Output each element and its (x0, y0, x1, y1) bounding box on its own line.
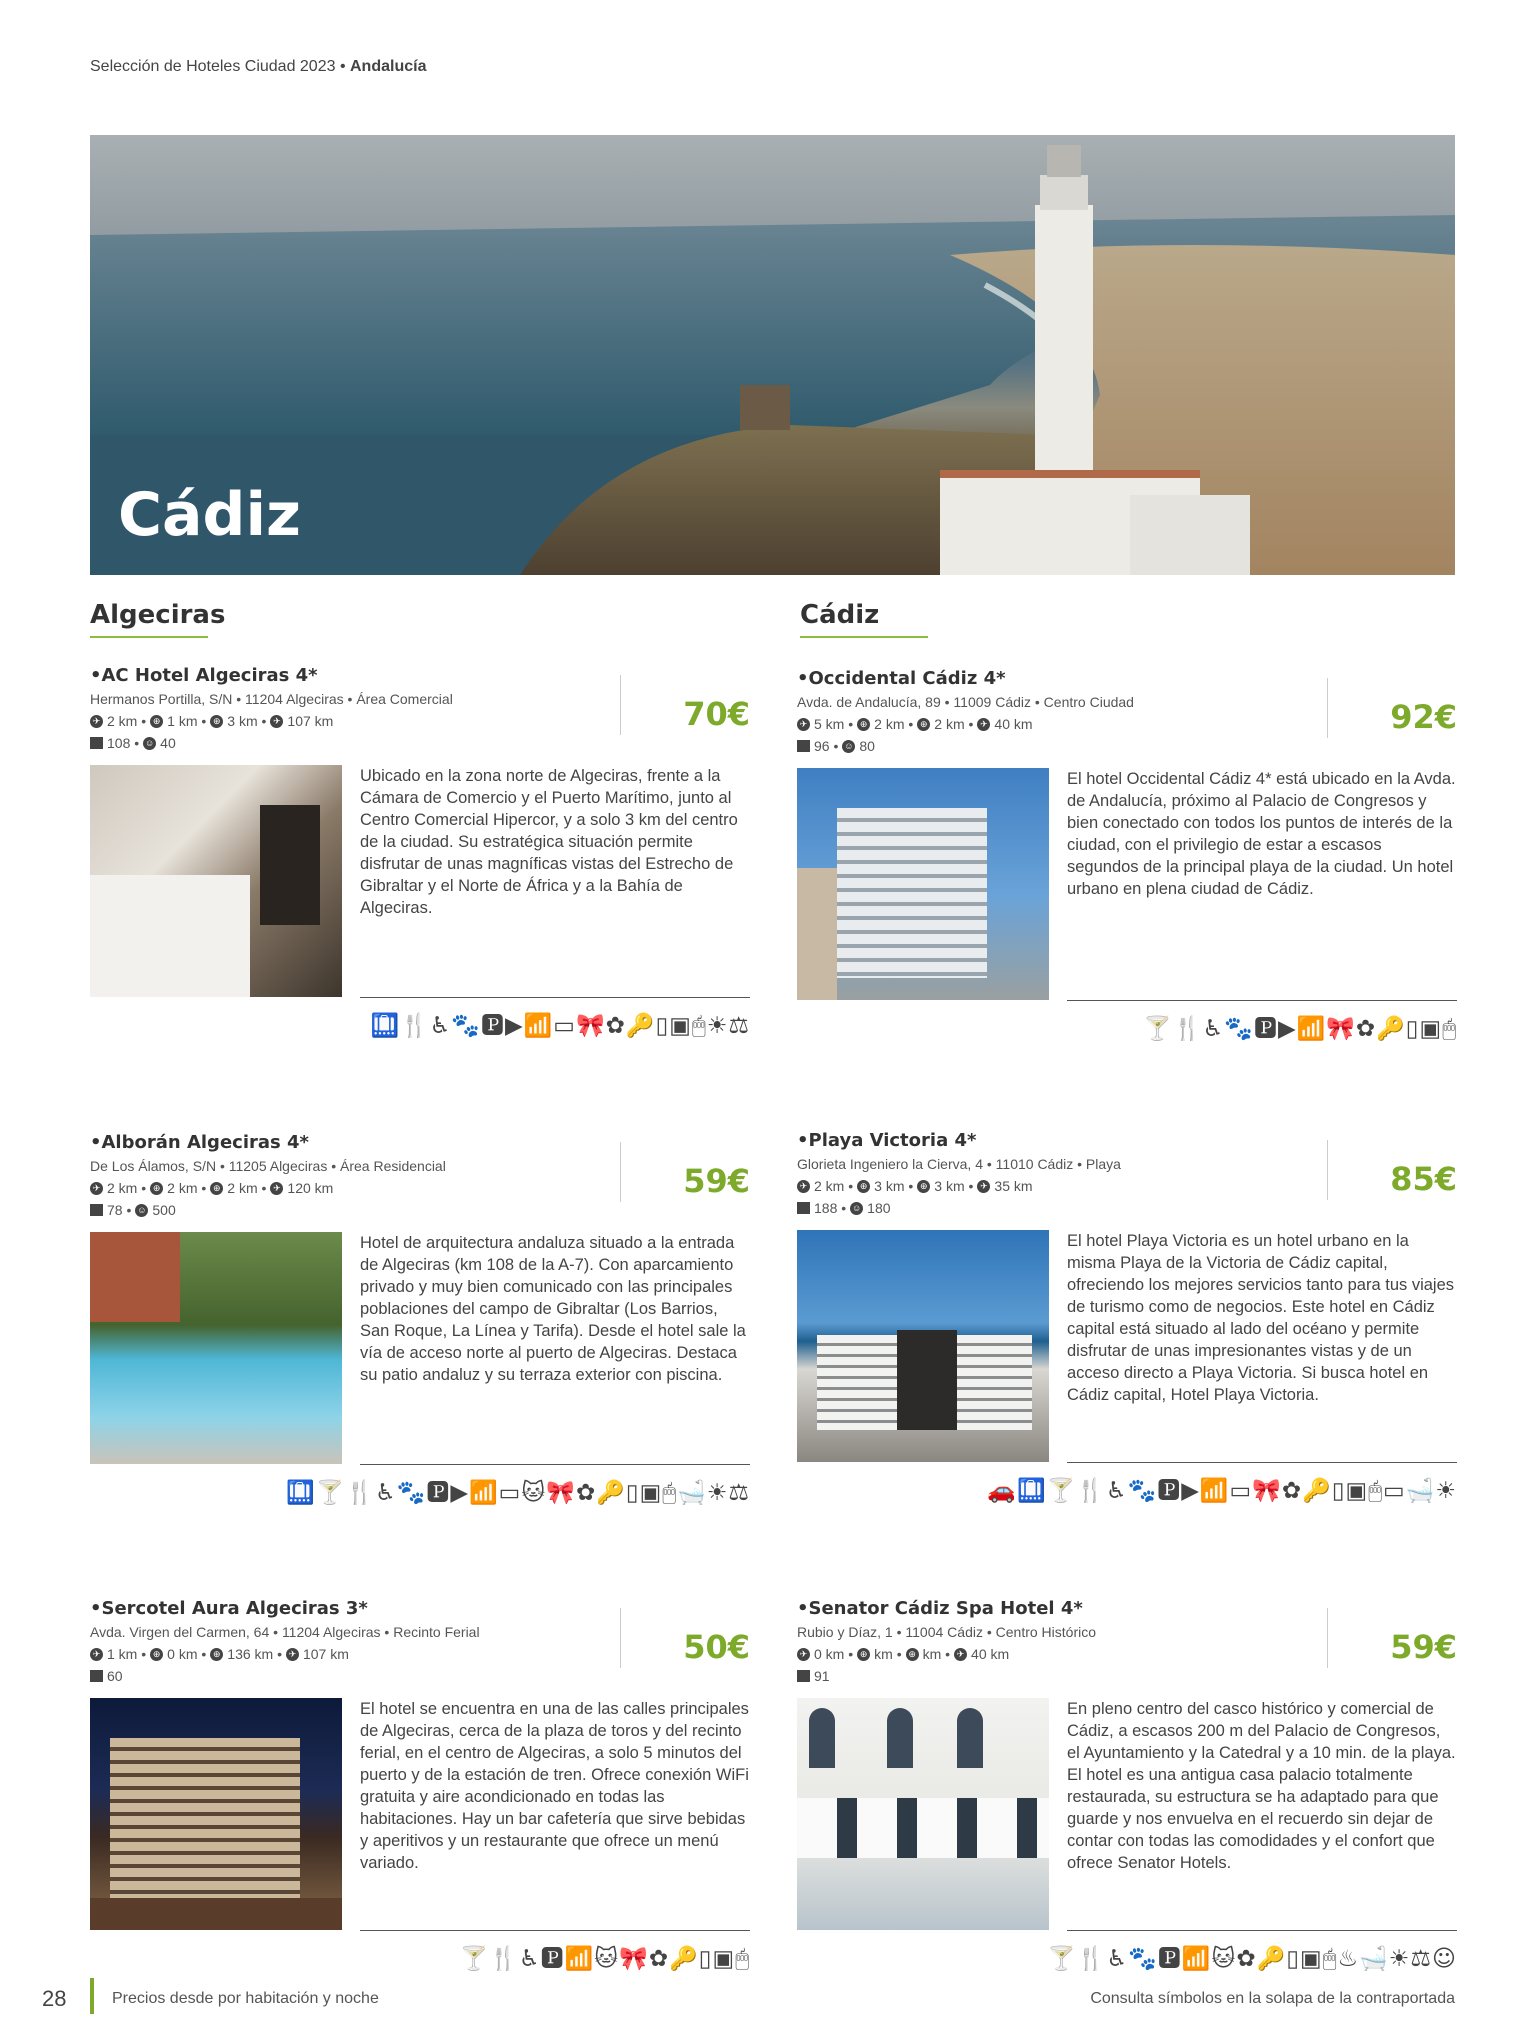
hotel-distances: ✈ 5 km • ⊕ 2 km • ⊕ 2 km • ✈ 40 km (797, 716, 1033, 732)
hotel-price: 50€ (683, 1628, 750, 1666)
capacity-icon: ☺ (852, 1202, 862, 1213)
capacity-icon: ☺ (844, 740, 854, 751)
divider (1067, 1462, 1457, 1463)
hotel-price: 59€ (1390, 1628, 1457, 1666)
airport-icon: ✈ (797, 1648, 810, 1661)
hotel-distances: ✈ 2 km • ⊕ 2 km • ⊕ 2 km • ✈ 120 km (90, 1180, 333, 1196)
hotel-description: El hotel se encuentra en una de las calles principales de Algeciras, cerca de la plaza de toros y del recinto ferial, en el centro de Algeciras, a solo 5 minutos del puerto y de la estación de tren. Ofrece conexión WiFi gratuita y aire acondicionado en todas las habitaciones. Hay un bar cafetería que sirve bebidas y aperitivos y un restaurante que ofrece un menú variado. (360, 1700, 749, 1872)
hotel-photo (797, 768, 1049, 1000)
divider (1067, 1000, 1457, 1001)
rooms-icon (797, 740, 810, 752)
hotel-photo (797, 1698, 1049, 1930)
airport-icon: ✈ (90, 1182, 103, 1195)
rooms-icon (90, 737, 103, 749)
bus-icon: ⊕ (917, 1180, 930, 1193)
divider (1067, 1930, 1457, 1931)
train-icon: ⊕ (857, 1648, 870, 1661)
amenity-icons: 🍸🍴♿🐾🅿📶🐱✿🔑▯▣🖱♨🛁☀⚖☺ (1047, 1946, 1457, 1972)
divider (1327, 1140, 1328, 1200)
hotel-rooms: 60 (90, 1668, 123, 1684)
hotel-rooms: 108 • ☺ 40 (90, 735, 176, 751)
hotel-photo (90, 765, 342, 997)
hotel-distances: ✈ 2 km • ⊕ 1 km • ⊕ 3 km • ✈ 107 km (90, 713, 333, 729)
hotel-price: 85€ (1390, 1160, 1457, 1198)
hotel-name: •Alborán Algeciras 4* (90, 1132, 309, 1153)
train-icon: ⊕ (150, 1182, 163, 1195)
hotel-rooms: 78 • ☺ 500 (90, 1202, 176, 1218)
hotel-photo (90, 1232, 342, 1464)
hotel-name: •Sercotel Aura Algeciras 3* (90, 1598, 368, 1619)
hotel-address: De Los Álamos, S/N • 11205 Algeciras • Área Residencial (90, 1158, 446, 1174)
hero-image (90, 135, 1455, 575)
train-icon: ⊕ (150, 1648, 163, 1661)
hotel-card (90, 1132, 750, 1572)
hotel-card (797, 668, 1457, 1108)
header-region: Andalucía (350, 58, 427, 75)
column-title-left: Algeciras (90, 600, 226, 630)
airport-icon: ✈ (90, 715, 103, 728)
airport-icon: ✈ (90, 1648, 103, 1661)
plane-icon: ✈ (977, 718, 990, 731)
hotel-photo (90, 1698, 342, 1930)
page-number: 28 (42, 1986, 67, 2011)
divider (620, 1608, 621, 1668)
hotel-description: El hotel Occidental Cádiz 4* está ubicado en la Avda. de Andalucía, próximo al Palacio de Congresos y bien conectado con todos los puntos de interés de la ciudad, con el privilegio de estar a escasos segundos de la principal playa de la ciudad. Un hotel urbano en plena ciudad de Cádiz. (1067, 770, 1456, 898)
hotel-description: Ubicado en la zona norte de Algeciras, frente a la Cámara de Comercio y el Puerto Marítimo, junto al Centro Comercial Hipercor, y a solo 3 km del centro de la ciudad. Su estratégica situación permite disfrutar de unas magníficas vistas del Estrecho de Gibraltar y el Norte de África y a la Bahía de Algeciras. (360, 767, 738, 917)
train-icon: ⊕ (857, 718, 870, 731)
bus-icon: ⊕ (210, 1182, 223, 1195)
hotel-name: •Senator Cádiz Spa Hotel 4* (797, 1598, 1083, 1619)
hotel-card (797, 1598, 1457, 2038)
hotel-address: Hermanos Portilla, S/N • 11204 Algeciras • Área Comercial (90, 691, 453, 707)
amenity-icons: 🛄🍴♿🐾🅿▶📶▭🎀✿🔑▯▣🖱☀⚖ (370, 1013, 750, 1039)
capacity-icon: ☺ (137, 1204, 147, 1215)
hotel-distances: ✈ 0 km • ⊕ km • ⊕ km • ✈ 40 km (797, 1646, 1009, 1662)
hotel-price: 59€ (683, 1162, 750, 1200)
hotel-address: Rubio y Díaz, 1 • 11004 Cádiz • Centro Histórico (797, 1624, 1097, 1640)
hotel-distances: ✈ 1 km • ⊕ 0 km • ⊕ 136 km • ✈ 107 km (90, 1646, 349, 1662)
bus-icon: ⊕ (906, 1648, 919, 1661)
bus-icon: ⊕ (210, 715, 223, 728)
bus-icon: ⊕ (210, 1648, 223, 1661)
hotel-price: 92€ (1390, 698, 1457, 736)
hotel-name: •AC Hotel Algeciras 4* (90, 665, 318, 686)
train-icon: ⊕ (857, 1180, 870, 1193)
rooms-icon (90, 1204, 103, 1216)
hero-title: Cádiz (118, 480, 301, 550)
footer-note-left: Precios desde por habitación y noche (112, 1990, 379, 2007)
hotel-card (90, 665, 750, 1105)
hotel-rooms: 96 • ☺ 80 (797, 738, 875, 754)
running-header (90, 58, 426, 76)
hotel-name: •Occidental Cádiz 4* (797, 668, 1006, 689)
column-title-right: Cádiz (800, 600, 880, 630)
plane-icon: ✈ (270, 1182, 283, 1195)
plane-icon: ✈ (954, 1648, 967, 1661)
hotel-description: Hotel de arquitectura andaluza situado a la entrada de Algeciras (km 108 de la A-7). Con aparcamiento privado y muy bien comunicado con las principales poblaciones del campo de Gibraltar (Los Barrios, San Roque, La Línea y Tarifa). Desde el hotel sale la vía de acceso norte al puerto de Algeciras. Destaca su patio andaluz y su terraza exterior con piscina. (360, 1234, 746, 1384)
header-separator: • (335, 58, 350, 75)
divider (620, 1142, 621, 1202)
divider (620, 675, 621, 735)
footer-note-right: Consulta símbolos en la solapa de la contraportada (1090, 1990, 1455, 2007)
hotel-address: Glorieta Ingeniero la Cierva, 4 • 11010 Cádiz • Playa (797, 1156, 1121, 1172)
hotel-address: Avda. Virgen del Carmen, 64 • 11204 Algeciras • Recinto Ferial (90, 1624, 480, 1640)
hotel-card (90, 1598, 750, 2038)
amenity-icons: 🚗🛄🍸🍴♿🐾🅿▶📶▭🎀✿🔑▯▣🖱▭🛁☀ (987, 1478, 1457, 1504)
column-underline-right (800, 636, 928, 638)
hotel-description: El hotel Playa Victoria es un hotel urbano en la misma Playa de la Victoria de Cádiz capital, ofreciendo los mejores servicios tanto para tus viajes de turismo como de negocios. Este hotel en Cádiz capital está situado al lado del océano y permite disfrutar de unas impresionantes vistas y de un acceso directo a Playa Victoria. Si busca hotel en Cádiz capital, Hotel Playa Victoria. (1067, 1232, 1455, 1404)
hotel-photo (797, 1230, 1049, 1462)
hotel-description: En pleno centro del casco histórico y comercial de Cádiz, a escasos 200 m del Palacio de Congresos, el Ayuntamiento y la Catedral y a 10 min. de la playa. El hotel es una antigua casa palacio totalmente restaurada, su estructura se ha adaptado para que guarde y nos envuelva en el recuerdo sin dejar de contar con todas las comodidades y el confort que ofrece Senator Hotels. (1067, 1700, 1456, 1872)
capacity-icon: ☺ (145, 737, 155, 748)
hotel-price: 70€ (683, 695, 750, 733)
hotel-card (797, 1130, 1457, 1570)
amenity-icons: 🍸🍴♿🐾🅿▶📶🎀✿🔑▯▣🖱 (1143, 1016, 1457, 1042)
hotel-rooms: 188 • ☺ 180 (797, 1200, 891, 1216)
hotel-name: •Playa Victoria 4* (797, 1130, 977, 1151)
rooms-icon (797, 1202, 810, 1214)
column-underline-left (90, 636, 208, 638)
airport-icon: ✈ (797, 1180, 810, 1193)
hotel-rooms: 91 (797, 1668, 830, 1684)
hotel-address: Avda. de Andalucía, 89 • 11009 Cádiz • Centro Ciudad (797, 694, 1134, 710)
plane-icon: ✈ (270, 715, 283, 728)
airport-icon: ✈ (797, 718, 810, 731)
amenity-icons: 🛄🍸🍴♿🐾🅿▶📶▭🐱🎀✿🔑▯▣🖱🛁☀⚖ (286, 1480, 750, 1506)
rooms-icon (797, 1670, 810, 1682)
footer-accent-bar (90, 1978, 94, 2014)
divider (1327, 1608, 1328, 1668)
divider (1327, 678, 1328, 738)
divider (360, 997, 750, 998)
plane-icon: ✈ (286, 1648, 299, 1661)
amenity-icons: 🍸🍴♿🅿📶🐱🎀✿🔑▯▣🖱 (459, 1946, 750, 1972)
header-prefix: Selección de Hoteles Ciudad 2023 (90, 58, 336, 75)
bus-icon: ⊕ (917, 718, 930, 731)
divider (360, 1464, 750, 1465)
train-icon: ⊕ (150, 715, 163, 728)
plane-icon: ✈ (977, 1180, 990, 1193)
divider (360, 1930, 750, 1931)
rooms-icon (90, 1670, 103, 1682)
hotel-distances: ✈ 2 km • ⊕ 3 km • ⊕ 3 km • ✈ 35 km (797, 1178, 1033, 1194)
